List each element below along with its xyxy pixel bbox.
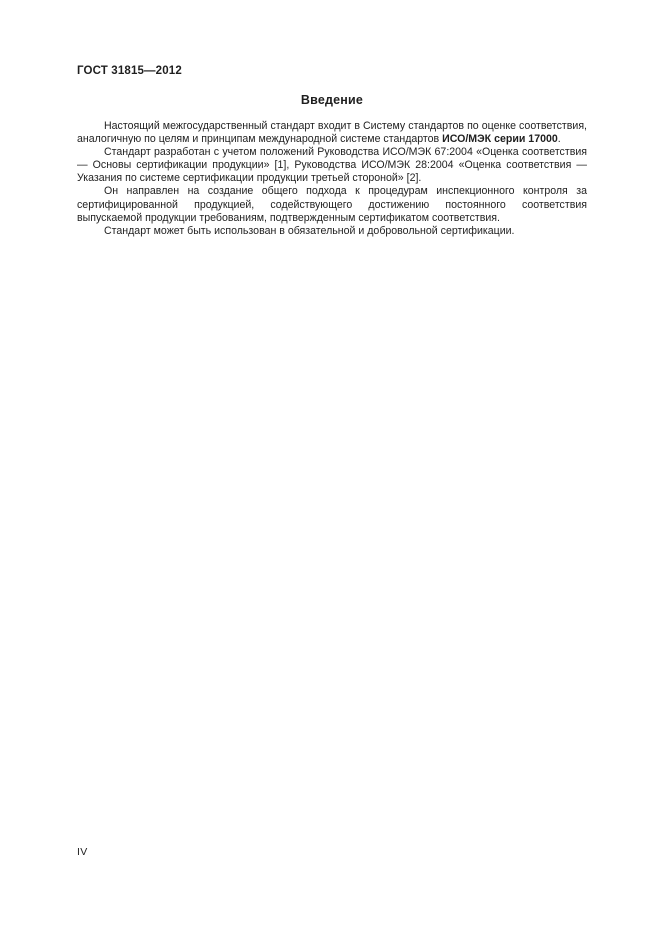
paragraph-text: . bbox=[557, 133, 561, 146]
introduction-text bbox=[77, 120, 587, 238]
intro-paragraph-4: Стандарт может быть использован в обязательной и добровольной сертификации. bbox=[104, 224, 515, 237]
page-number: IV bbox=[77, 846, 88, 858]
document-code: ГОСТ 31815—2012 bbox=[77, 65, 182, 77]
intro-paragraph-1 bbox=[77, 120, 587, 146]
paragraph-text: Настоящий межгосударственный стандарт входит в Систему стандартов по оценке соответствия, аналогичную по целям и принципам международной системе стандартов bbox=[77, 120, 587, 146]
intro-paragraph-2: Стандарт разработан с учетом положений Руководства ИСО/МЭК 67:2004 «Оценка соответствия — Основы сертификации продукции» [1], Руководства ИСО/МЭК 28:2004 «Оценка соответствия — Указания по системе сертификации продукции третьей стороной» [2]. bbox=[77, 146, 587, 185]
standard-series-reference: ИСО/МЭК серии 17000 bbox=[442, 133, 558, 146]
intro-paragraph-3: Он направлен на создание общего подхода к процедурам инспекционного контроля за сертифицированной продукцией, содействующего достижению постоянного соответствия выпускаемой продукции требованиям, подтвержденным сертификатом соответствия. bbox=[77, 185, 587, 224]
section-title: Введение bbox=[300, 93, 364, 107]
